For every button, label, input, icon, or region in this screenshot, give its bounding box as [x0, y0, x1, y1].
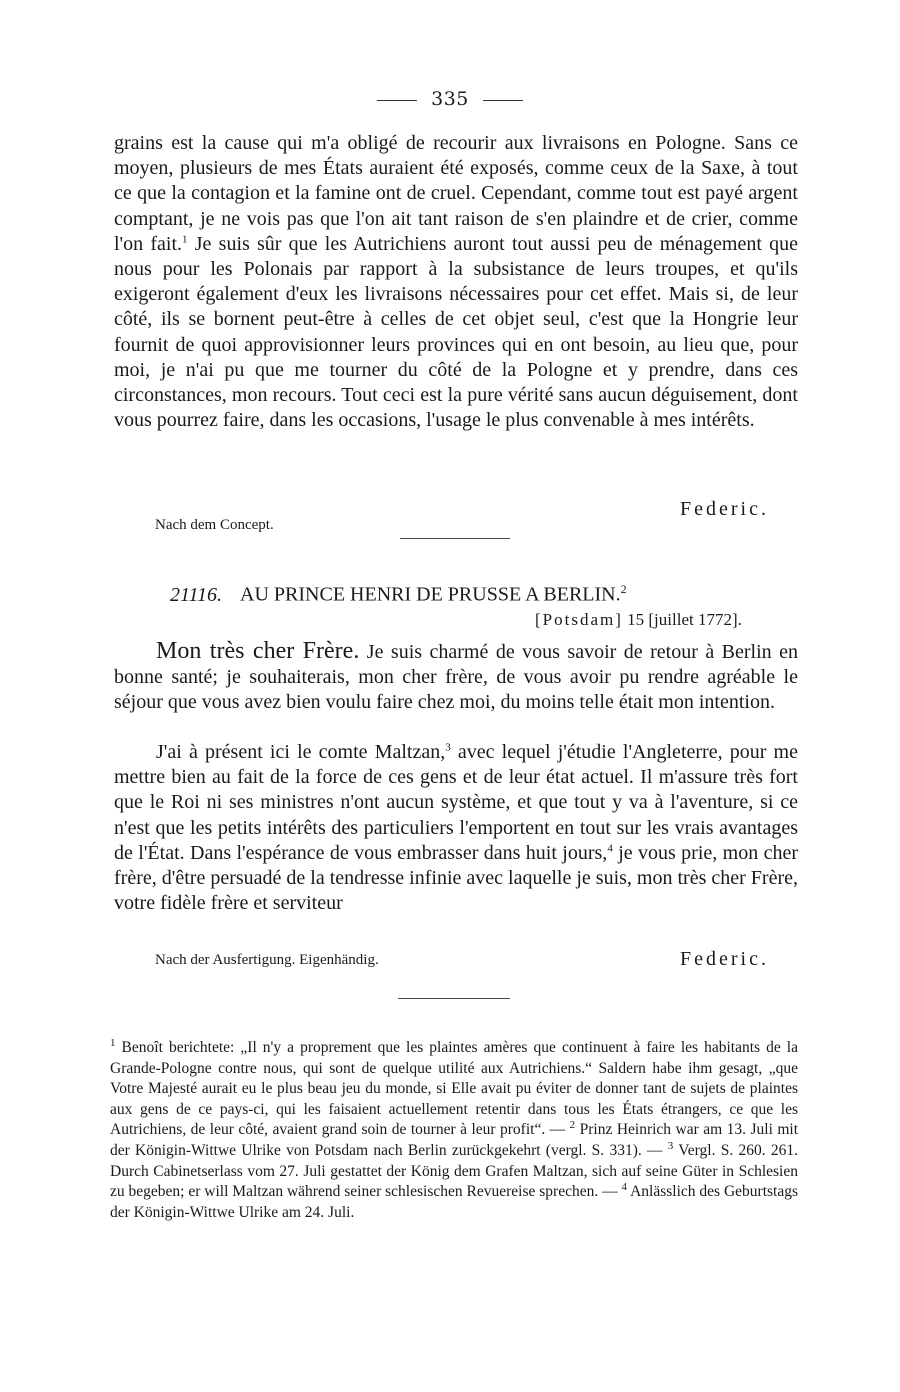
letter-paragraph-2 [114, 740, 798, 916]
letter-number: 21116. [170, 583, 223, 606]
page-header [0, 88, 900, 110]
source-note-1: Nach dem Concept. [155, 517, 274, 533]
letter-title-footnote-ref: 2 [620, 582, 627, 596]
footnote-mark-4: 4 [621, 1181, 628, 1193]
footnote-mark-3: 3 [667, 1139, 674, 1152]
footnote-ref-1: 1 [182, 233, 188, 246]
footnote-ref-3: 3 [445, 741, 451, 754]
footnote-mark-1: 1 [110, 1036, 116, 1049]
footnote-mark-2: 2 [569, 1119, 576, 1132]
header-dash-right [483, 100, 523, 101]
letter-salutation: Mon très cher Frère. [156, 638, 360, 664]
signature-1: Federic. [680, 498, 769, 520]
footnote-1-text: Benoît berichtete: „Il n'y a proprement que les plaintes amères que continuent à faire les habitants de la Grande-Pologne contre nous, qui sont de quelque utilité aux Autrichiens.“ Saldern habe ihm gesagt, „que Votre Majesté aurait eu le plus beau jeu du monde, si Elle avait pu éviter de donner tant de sujets de plaintes aux gens de ce pays-ci, qui les faisaient actuellement retentir dans tous les États étrangers, ce que les Autrichiens, de leur côté, avaient grand soin de tourner à leur profit“. — [110, 1039, 798, 1139]
source-note-2: Nach der Ausfertigung. Eigenhändig. [155, 952, 379, 968]
letter-heading [170, 582, 627, 607]
letter-para2-text-a: J'ai à présent ici le comte Maltzan, [156, 741, 446, 763]
letter-para1-text: Je suis charmé de vous savoir de retour à Berlin en bonne santé; je souhaiterais, mon cher frère, de vous avoir pu rendre agréable le séjour que vous avez bien voulu faire chez moi, du moins telle était mon intention. [114, 641, 798, 714]
letter-dateline [535, 610, 742, 630]
letter-para2-text-c: je vous prie, mon cher frère, d'être persuadé de la tendresse infinie avec laquelle je suis, mon très cher Frère, votre fidèle frère et serviteur [114, 841, 799, 915]
letter-title: AU PRINCE HENRI DE PRUSSE A BERLIN. [240, 583, 621, 606]
footnote-4-text: Anlässlich des Geburtstags der Königin-Wittwe Ulrike am 24. Juli. [110, 1183, 798, 1221]
letter-para2-text-b: avec lequel j'étudie l'Angleterre, pour me mettre bien au fait de la force de ces gens et de leur état actuel. Il m'assure très fort que le Roi ni ses ministres n'ont aucun système, et que tout y va à l'aventure, si ce n'est que les petits intérêts des particuliers l'emportent en tout sur les vrais avantages de l'État. Dans l'espérance de vous embrasser dans huit jours, [114, 741, 798, 864]
page-number: 335 [431, 88, 469, 110]
continuation-text-a: grains est la cause qui m'a obligé de recourir aux livraisons en Pologne. Sans ce moyen, plusieurs de mes États auraient été exposés, comme ceux de la Saxe, à tout ce que la contagion et la famine ont de cruel. Cependant, comme tout est payé argent comptant, je ne vois pas que l'on ait tant raison de s'en plaindre et de crier, comme l'on fait. [114, 132, 798, 255]
section-divider-1 [400, 538, 510, 539]
footnote-ref-4: 4 [607, 842, 613, 855]
letter-paragraph-1 [114, 639, 798, 716]
continuation-text-b: Je suis sûr que les Autrichiens auront tout aussi peu de ménagement que nous pour les Polonais par rapport à la subsistance de leurs troupes, et qu'ils exigeront également d'eux les livraisons nécessaires pour cet effet. Mais si, de leur côté, ils se bornent peut-être à celles de cet objet seul, c'est que la Hongrie leur fournit de quoi approvisionner leurs provinces qui en ont besoin, au lieu que, pour moi, je n'ai pu que me tourner du côté de la Pologne et y prendre, dans ces circonstances, mon recours. Tout ceci est la pure vérité sans aucun déguisement, dont vous pourrez faire, dans les occasions, l'usage le plus convenable à mes intérêts. [114, 232, 799, 432]
section-divider-2 [398, 998, 510, 999]
continuation-paragraph [114, 131, 798, 433]
footnote-2-text: Prinz Heinrich war am 13. Juli mit der Königin-Wittwe Ulrike von Potsdam nach Berlin zurückgekehrt (vergl. S. 331). — [110, 1121, 799, 1159]
signature-2: Federic. [680, 948, 769, 970]
header-dash-left [377, 100, 417, 101]
footnote-3-text: Vergl. S. 260. 261. Durch Cabinetserlass vom 27. Juli gestattet der König dem Grafen Maltzan, sich auf seine Güter in Schlesien zu begeben; er will Maltzan während seiner schlesischen Revuereise sprechen. — [110, 1141, 799, 1201]
letter-place: [Potsdam] [535, 610, 623, 629]
footnotes-block [110, 1038, 798, 1223]
letter-date: 15 [juillet 1772]. [627, 610, 742, 629]
